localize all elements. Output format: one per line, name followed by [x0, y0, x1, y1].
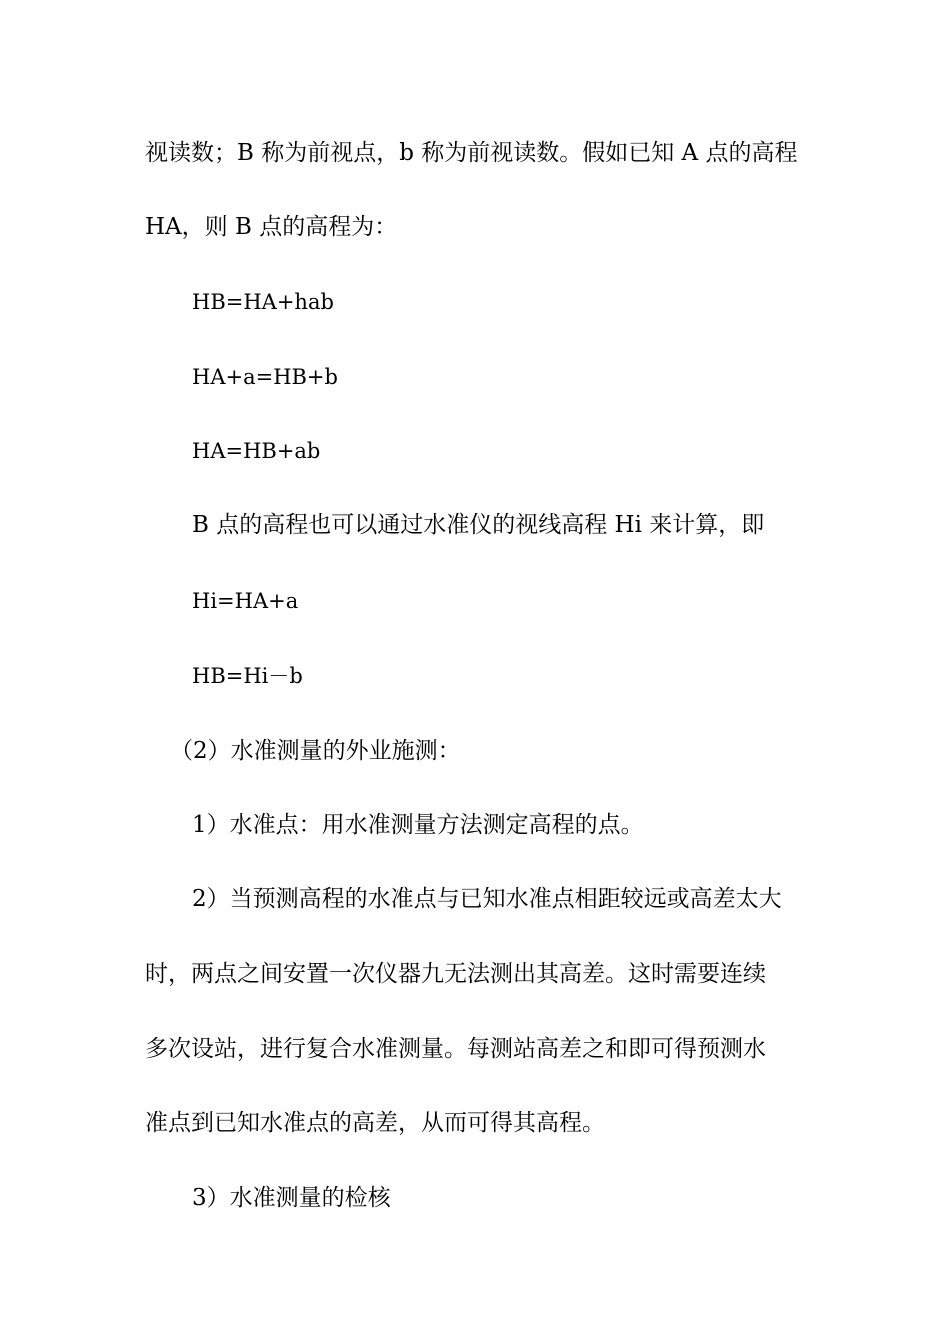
paragraph-line: 准点到已知水准点的高差，从而可得其高程。 [145, 1110, 605, 1136]
formula-line: HB=HA+hab [192, 290, 334, 314]
paragraph-line: B 点的高程也可以通过水准仪的视线高程 Hi 来计算，即 [192, 512, 765, 538]
paragraph-line: 视读数；B 称为前视点，b 称为前视读数。假如已知 A 点的高程 [145, 140, 798, 166]
list-item: 1）水准点：用水准测量方法测定高程的点。 [192, 812, 644, 838]
section-heading: （2）水准测量的外业施测： [170, 738, 461, 764]
formula-line: HA+a=HB+b [192, 365, 338, 389]
formula-line: Hi=HA+a [192, 589, 299, 613]
list-item: 2）当预测高程的水准点与已知水准点相距较远或高差太大 [192, 886, 782, 912]
paragraph-line: 时，两点之间安置一次仪器九无法测出其高差。这时需要连续 [145, 961, 766, 987]
formula-line: HA=HB+ab [192, 439, 321, 463]
paragraph-line: 多次设站，进行复合水准测量。每测站高差之和即可得预测水 [145, 1036, 766, 1062]
list-item: 3）水准测量的检核 [192, 1185, 391, 1211]
paragraph-line: HA，则 B 点的高程为： [145, 214, 398, 240]
formula-line: HB=Hi－b [192, 664, 303, 688]
